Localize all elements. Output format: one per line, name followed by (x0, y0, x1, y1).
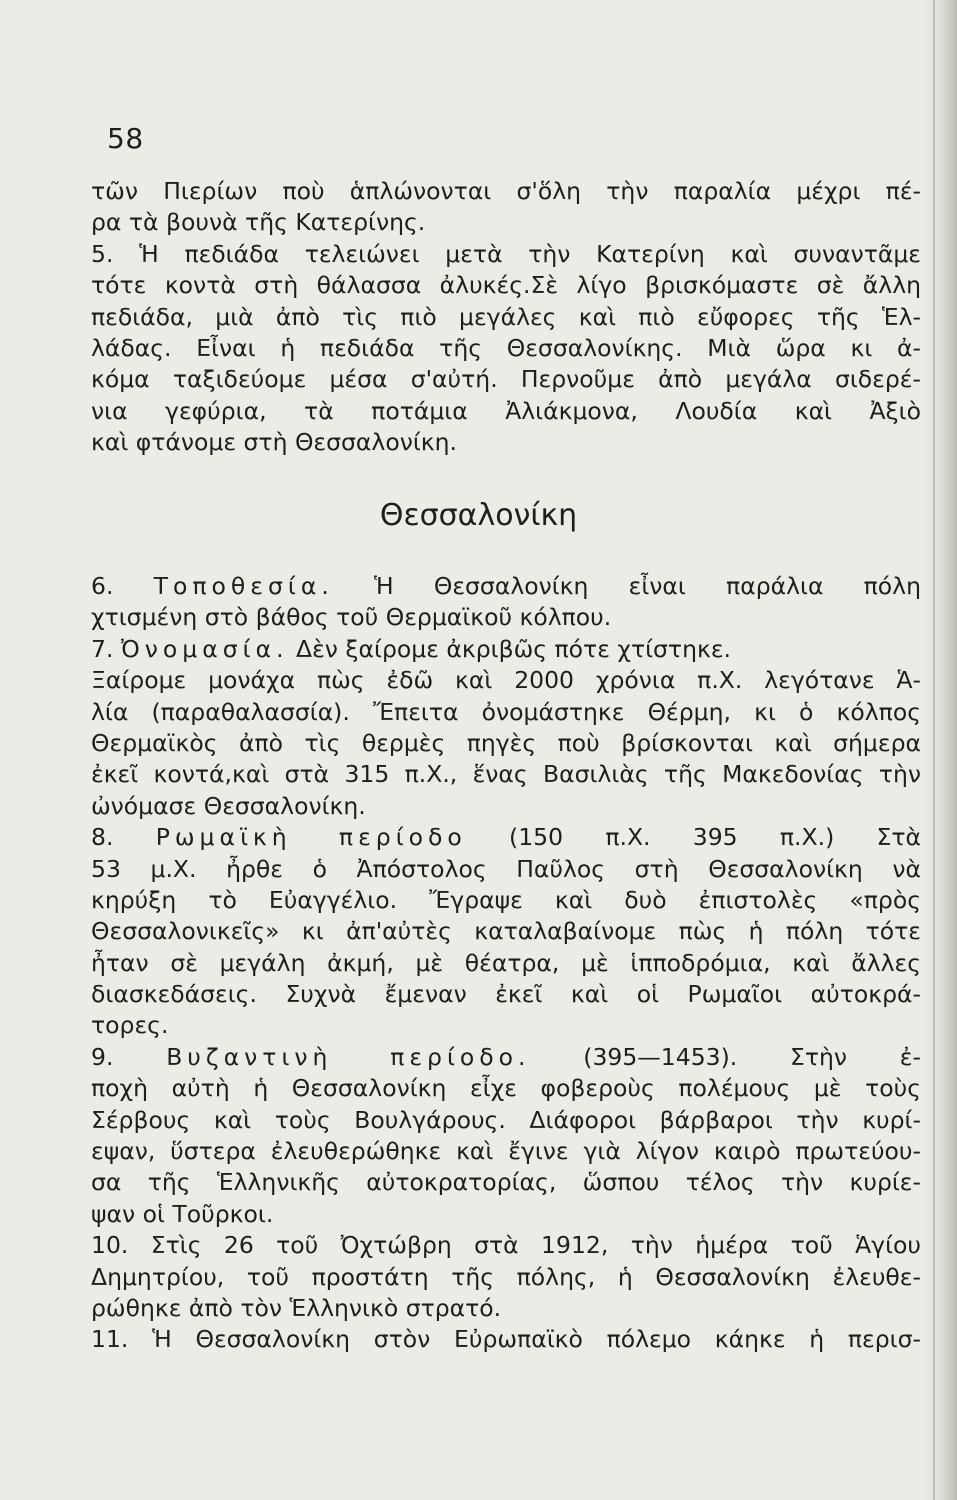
text-line: 53 μ.Χ. ἦρθε ὁ Ἀπόστολος Παῦλος στὴ Θεσσαλονίκη νὰ (91, 854, 921, 883)
text-line: λία (παραθαλασσία). Ἔπειτα ὀνομάστηκε Θέρμη, κι ὁ κόλπος (91, 697, 921, 726)
section-7-line (91, 634, 921, 665)
text-line: χτισμένη στὸ βάθος τοῦ Θερμαϊκοῦ κόλπου. (91, 603, 612, 632)
text-line: τῶν Πιερίων ποὺ ἁπλώνονται σ'ὅλη τὴν παραλία μέχρι πέ- (91, 177, 921, 205)
section-number: 6. (91, 572, 154, 600)
text-line: 10. Στὶς 26 τοῦ Ὀχτώβρη στὰ 1912, τὴν ἡμέρα τοῦ Ἁγίου (91, 1231, 921, 1260)
text-line: πεδιάδα, μιὰ ἀπὸ τὶς πιὸ μεγάλες καὶ πιὸ εὔφορες τῆς Ἑλ- (91, 302, 921, 331)
text-run: (150 π.Χ. 395 π.Χ.) Στὰ (466, 823, 921, 852)
section-8-line (91, 822, 921, 853)
text-line: ρα τὰ βουνὰ τῆς Κατερίνης. (91, 208, 426, 237)
text-line: ρώθηκε ἀπὸ τὸν Ἑλληνικὸ στρατό. (91, 1293, 502, 1322)
text-line: καὶ φτάνομε στὴ Θεσσαλονίκη. (91, 428, 457, 457)
text-run: Ἡ Θεσσαλονίκη εἶναι παράλια πόλη (333, 572, 921, 600)
text-line: ψαν οἱ Τοῦρκοι. (91, 1199, 274, 1228)
section-number: 9. (91, 1042, 167, 1071)
text-line: Δημητρίου, τοῦ προστάτη τῆς πόλης, ἡ Θεσσαλονίκη ἐλευθε- (91, 1262, 921, 1291)
text-run: (395—1453). Στὴν ἐ- (530, 1042, 921, 1071)
section-heading: Θεσσαλονίκη (379, 498, 578, 533)
text-line: τότε κοντὰ στὴ θάλασσα ἀλυκές.Σὲ λίγο βρισκόμαστε σὲ ἄλλη (91, 271, 921, 300)
text-line: εψαν, ὕστερα ἐλευθερώθηκε καὶ ἔγινε γιὰ λίγον καιρὸ πρωτεύου- (91, 1137, 921, 1166)
section-title: Βυζαντινὴ περίοδο. (166, 1042, 531, 1071)
text-line: διασκεδάσεις. Συχνὰ ἔμεναν ἐκεῖ καὶ οἱ Ρωμαῖοι αὐτοκρά- (91, 980, 921, 1009)
text-line: Θεσσαλονικεῖς» κι ἀπ'αὐτὲς καταλαβαίνομε πὼς ἡ πόλη τότε (91, 917, 921, 946)
text-run: Δὲν ξαίρομε ἀκριβῶς πότε χτίστηκε. (288, 634, 732, 663)
text-line: τορες. (91, 1011, 169, 1040)
text-line: 5. Ἡ πεδιάδα τελειώνει μετὰ τὴν Κατερίνη καὶ συναντᾶμε (91, 239, 921, 268)
text-line: ποχὴ αὐτὴ ἡ Θεσσαλονίκη εἶχε φοβεροὺς πολέμους μὲ τοὺς (91, 1074, 921, 1103)
text-line: κηρύξη τὸ Εὐαγγέλιο. Ἔγραψε καὶ δυὸ ἐπιστολὲς «πρὸς (91, 885, 921, 914)
section-6-line (91, 571, 921, 602)
intro-paragraphs (91, 176, 921, 459)
page-number: 58 (107, 122, 144, 155)
section-title: Ρωμαϊκὴ περίοδο (155, 823, 467, 852)
text-line: νια γεφύρια, τὰ ποτάμια Ἀλιάκμονα, Λουδία καὶ Ἀξιὸ (91, 396, 921, 425)
text-line: ἦταν σὲ μεγάλη ἀκμή, μὲ θέατρα, μὲ ἱπποδρόμια, καὶ ἄλλες (91, 948, 921, 977)
text-line: Σέρβους καὶ τοὺς Βουλγάρους. Διάφοροι βάρβαροι τὴν κυρί- (91, 1105, 921, 1134)
page-binding-shadow (923, 0, 957, 1500)
section-title: Ὀνομασία. (120, 634, 289, 663)
text-line: Θερμαϊκὸς ἀπὸ τὶς θερμὲς πηγὲς ποὺ βρίσκονται καὶ σήμερα (91, 728, 921, 757)
text-line: λάδας. Εἶναι ἡ πεδιάδα τῆς Θεσσαλονίκης. Μιὰ ὥρα κι ἀ- (91, 333, 921, 362)
text-line: σα τῆς Ἑλληνικῆς αὐτοκρατορίας, ὥσπου τέλος τὴν κυρίε- (91, 1168, 921, 1197)
text-line: Ξαίρομε μονάχα πὼς ἐδῶ καὶ 2000 χρόνια π.Χ. λεγότανε Ἁ- (91, 666, 921, 695)
text-line: κόμα ταξιδεύομε μέσα σ'αὐτή. Περνοῦμε ἀπὸ μεγάλα σιδερέ- (91, 365, 921, 394)
text-line: ὠνόμασε Θεσσαλονίκη. (91, 791, 366, 820)
page-edge-line (933, 0, 935, 1500)
body-sections (91, 571, 921, 1356)
section-9-line (91, 1042, 921, 1073)
text-line: 11. Ἡ Θεσσαλονίκη στὸν Εὐρωπαϊκὸ πόλεμο κάηκε ἡ περισ- (91, 1325, 921, 1354)
section-number: 8. (91, 823, 156, 852)
section-number: 7. (91, 634, 121, 663)
text-line: ἐκεῖ κοντά,καὶ στὰ 315 π.Χ., ἕνας Βασιλιὰς τῆς Μακεδονίας τὴν (91, 760, 921, 789)
section-title: Τοποθεσία. (153, 572, 334, 600)
